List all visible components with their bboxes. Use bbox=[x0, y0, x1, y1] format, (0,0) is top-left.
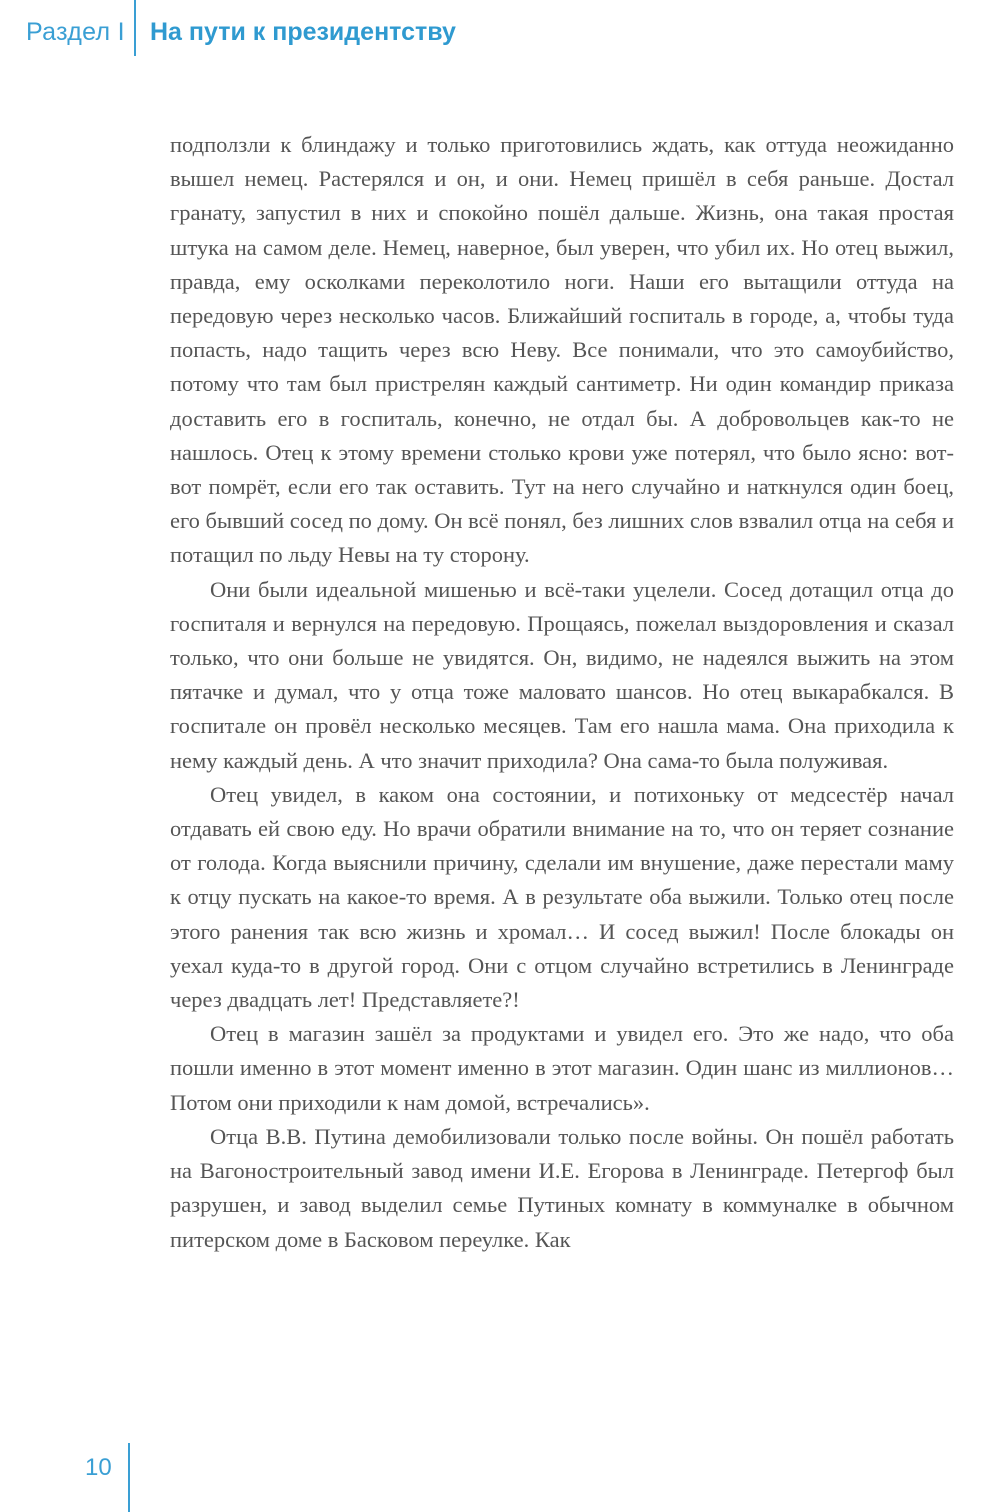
header-divider bbox=[134, 0, 136, 56]
body-text bbox=[170, 128, 954, 1257]
paragraph: Отец увидел, в каком она состоянии, и потихоньку от медсестёр начал отдавать ей свою еду. Но врачи обратили внимание на то, что он теряет сознание от голода. Когда выяснили причину, сделали им внушение, даже перестали маму к отцу пускать на какое-то время. А в результате оба выжили. Только отец после этого ранения так всю жизнь и хромал… И сосед выжил! После блокады он уехал куда-то в другой город. Они с отцом случайно встретились в Ленинграде через двадцать лет! Представляете?! bbox=[170, 781, 954, 1013]
running-header bbox=[0, 0, 1000, 70]
paragraph-continued: подползли к блиндажу и только приготовились ждать, как оттуда неожиданно вышел немец. Растерялся и он, и они. Немец пришёл в себя раньше. Достал гранату, запустил в них и спокойно пошёл дальше. Жизнь, она такая простая штука на самом деле. Немец, наверное, был уверен, что убил их. Но отец выжил, правда, ему осколками переколотило ноги. Наши его вытащили оттуда на передовую через несколько часов. Ближайший госпиталь в городе, а, чтобы туда попасть, надо тащить через всю Неву. Все понимали, что это самоубийство, потому что там был пристрелян каждый сантиметр. Ни один командир приказа доставить его в госпиталь, конечно, не отдал бы. А добровольцев как-то не нашлось. Отец к этому времени столько крови уже потерял, что было ясно: вот-вот помрёт, если его так оставить. Тут на него случайно и наткнулся один боец, его бывший сосед по дому. Он всё понял, без лишних слов взвалил отца на себя и потащил по льду Невы на ту сторону. bbox=[170, 132, 954, 568]
section-label: Раздел I bbox=[26, 18, 125, 46]
paragraph: Они были идеальной мишенью и всё-таки уцелели. Сосед дотащил отца до госпиталя и вернулся на передовую. Прощаясь, пожелал выздоровления и сказал только, что они больше не увидятся. Он, видимо, не надеялся выжить на этом пятачке и думал, что у отца тоже маловато шансов. Но отец выкарабкался. В госпитале он провёл несколько месяцев. Там его нашла мама. Она приходила к нему каждый день. А что значит приходила? Она сама-то была полуживая. bbox=[170, 576, 954, 773]
section-title: На пути к президентству bbox=[150, 18, 456, 46]
paragraph: Отец в магазин зашёл за продуктами и увидел его. Это же надо, что оба пошли именно в этот момент именно в этот магазин. Один шанс из миллионов… Потом они приходили к нам домой, встречались». bbox=[170, 1021, 954, 1115]
footer-divider bbox=[128, 1443, 130, 1512]
page-number: 10 bbox=[85, 1454, 112, 1481]
paragraph: Отца В.В. Путина демобилизовали только после войны. Он пошёл работать на Вагоностроительный завод имени И.Е. Егорова в Ленинграде. Петергоф был разрушен, и завод выделил семье Путиных комнату в коммуналке в обычном питерском доме в Басковом переулке. Как bbox=[170, 1123, 954, 1252]
